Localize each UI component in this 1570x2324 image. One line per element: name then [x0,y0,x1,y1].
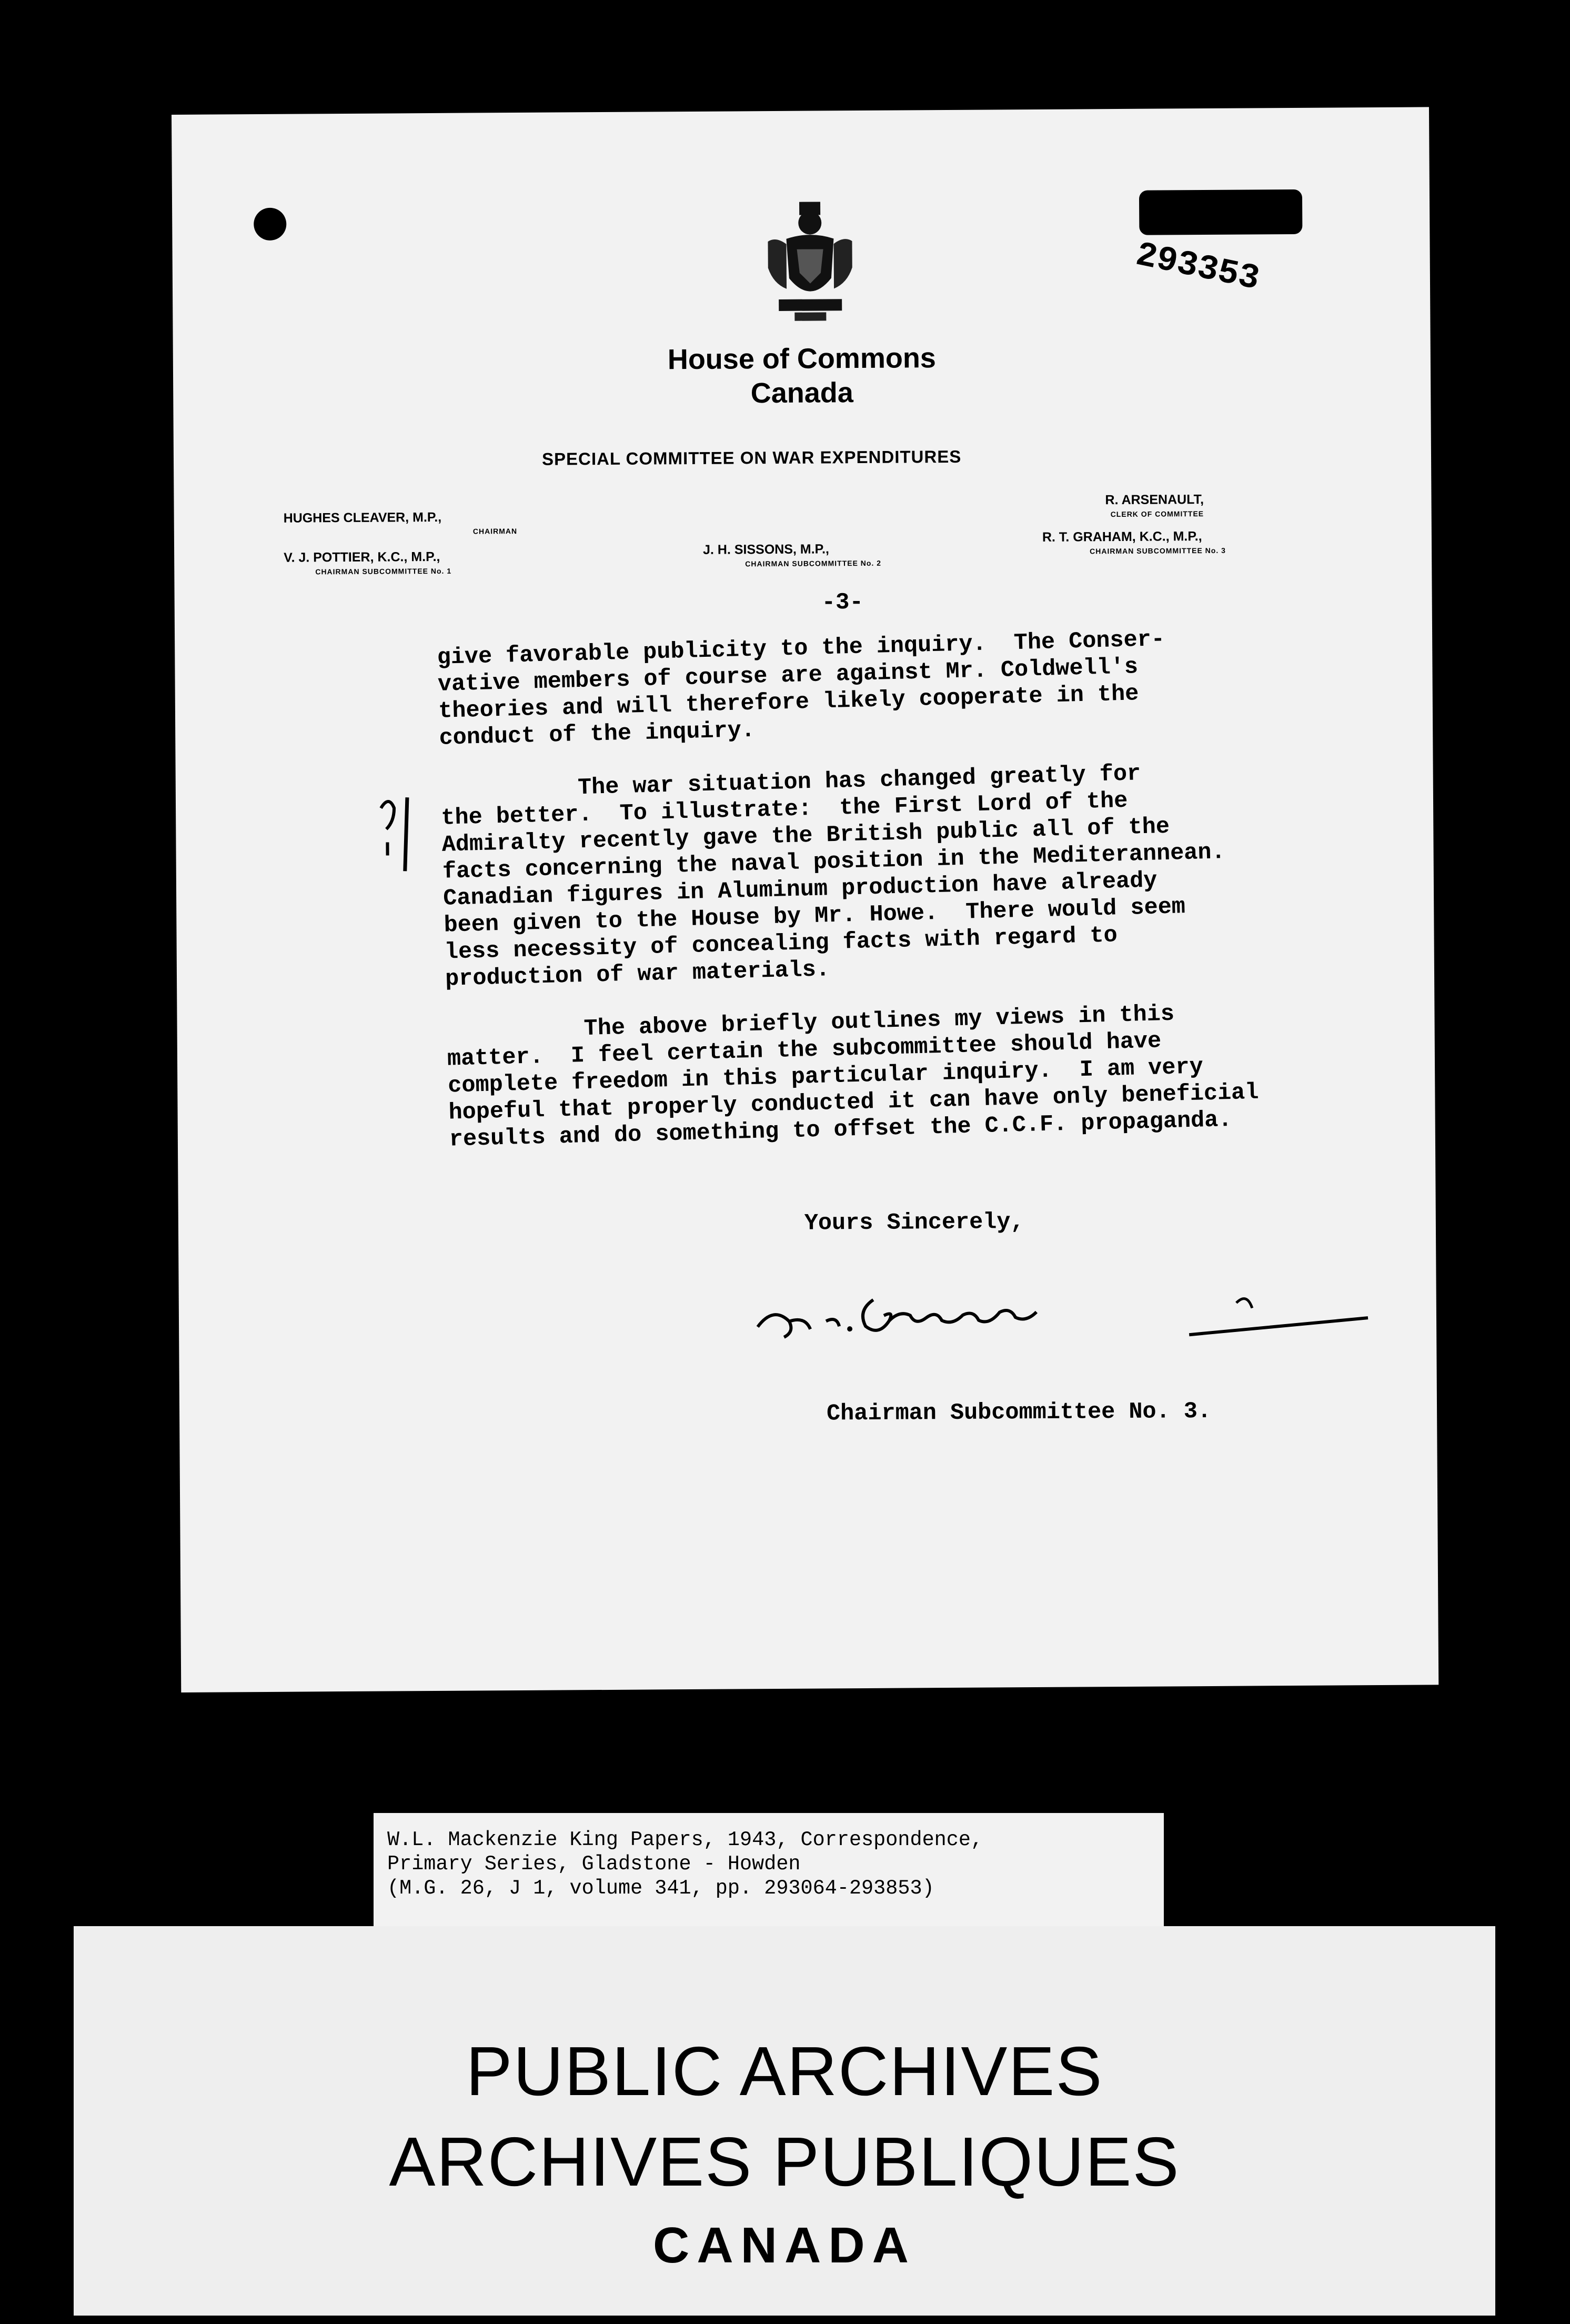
member-role: CHAIRMAN [472,527,518,536]
punch-hole [254,208,286,241]
coat-of-arms-icon [757,199,863,326]
archive-number: 293353 [1132,235,1263,299]
citation-label [374,1813,1164,1930]
page-marker: -3- [821,589,864,616]
signature-text: R. T. Graham [752,1363,756,1364]
archive-stamp [74,1926,1495,2316]
signature [752,1255,1373,1364]
letter-body [437,620,1397,1179]
letter-page [172,107,1438,1692]
member-subcommittee-3 [1042,529,1226,559]
stamp-line-french: ARCHIVES PUBLIQUES [389,2123,1180,2200]
member-role: CHAIRMAN SUBCOMMITTEE No. 1 [315,566,452,576]
archive-number-tab [1139,189,1303,235]
member-name: J. H. SISSONS, M.P., [702,542,830,557]
body-paragraph: The war situation has changed greatly for the better. To illustrate: the First Lord of the Admiralty recently gave the British public all of the facts concerning the naval position in the Mediterannean. Canadian figures in Aluminum production have already been given to the House by Mr. Howe. There would seem less necessity of concealing facts with regard to production of war materials. [440,761,1226,993]
member-name: HUGHES CLEAVER, M.P., [283,509,442,526]
country-title: Canada [750,377,853,409]
citation-line: W.L. Mackenzie King Papers, 1943, Correspondence, [387,1828,983,1851]
stamp-line-english: PUBLIC ARCHIVES [466,2032,1103,2110]
signer-title: Chairman Subcommittee No. 3. [826,1398,1212,1427]
member-chairman [284,510,518,540]
house-of-commons-title: House of Commons [667,342,937,376]
member-subcommittee-1 [284,550,451,579]
stamp-line-country: CANADA [653,2217,916,2273]
closing: Yours Sincerely, [804,1209,1024,1237]
member-role: CLERK OF COMMITTEE [1110,509,1204,519]
committee-title: SPECIAL COMMITTEE ON WAR EXPENDITURES [541,446,962,469]
citation-line: Primary Series, Gladstone - Howden [387,1852,801,1876]
member-role: CHAIRMAN SUBCOMMITTEE No. 2 [745,558,882,568]
body-paragraph: The above briefly outlines my views in this matter. I feel certain the subcommittee should have complete freedom in this particular inquiry. I am very hopeful that properly conducted it can have only beneficial results and do something to offset the C.C.F. propaganda. [446,1001,1259,1153]
member-subcommittee-2 [703,542,881,572]
citation-line: (M.G. 26, J 1, volume 341, pp. 293064-293853) [387,1877,934,1900]
member-name: V. J. POTTIER, K.C., M.P., [284,549,440,565]
member-name: R. T. GRAHAM, K.C., M.P., [1042,529,1202,545]
handwritten-margin-mark [376,792,418,876]
member-role: CHAIRMAN SUBCOMMITTEE No. 3 [1090,546,1226,556]
member-name: R. ARSENAULT, [1105,492,1204,508]
member-clerk [1063,493,1204,522]
body-paragraph: give favorable publicity to the inquiry. The Conser- vative members of course are against Mr. Coldwell's theories and will therefore likely cooperate in the conduct of the inquiry. [437,626,1165,752]
